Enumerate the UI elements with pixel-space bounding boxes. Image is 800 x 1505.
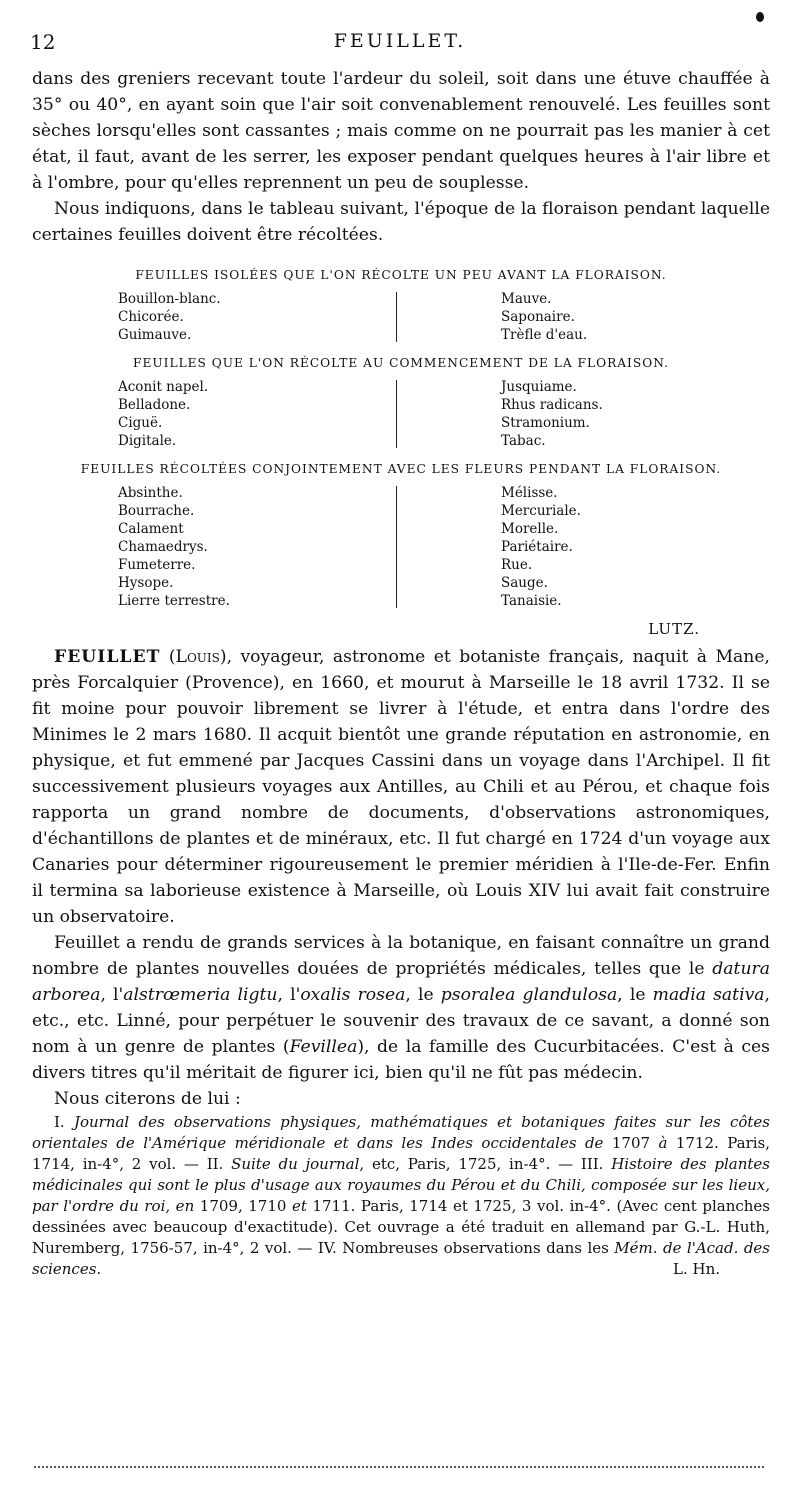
list-item: Ciguë. [118,415,163,431]
page-number: 12 [30,30,56,54]
text: . [96,1260,102,1278]
list-item: Hysope. [118,575,174,591]
table-2-right [401,378,770,450]
bottom-dotted-line [34,1466,764,1468]
list-item: Rue. [501,557,533,573]
plant-name: oxalis rosea [300,985,406,1005]
list-item: Pariétaire. [501,539,573,555]
list-item: Bourrache. [118,503,195,519]
text: , etc, Paris, 1725, in-4°. — III. [359,1155,612,1173]
running-title: FEUILLET. [333,30,467,52]
list-item: Tabac. [501,433,546,449]
table-3 [32,484,770,610]
list-item: Absinthe. [118,485,183,501]
column-divider [396,380,397,448]
text: 1711. Paris, 1714 et 1725, 3 vol. in-4°. (Avec cent planches dessinées avec beaucoup d'exactitude). Cet ouvrage a été traduit en allemand par G.-L. Huth, Nuremberg, 1756-57, in-4°, 2 vol. — IV. Nombreuses observations dans les [32,1197,771,1257]
list-item: Tanaisie. [501,593,562,609]
plant-name: alstrœmeria ligtu [123,985,278,1005]
table-3-left [32,484,401,610]
column-divider [396,486,397,608]
work-title: Mém. de l'Acad. des sciences [32,1239,770,1278]
list-item: Mauve. [501,291,552,307]
page-header [30,30,770,58]
text: 1707 [603,1134,659,1152]
text: Feuillet a rendu de grands services à la botanique, en faisant connaître un grand nombre de plantes nouvelles douées de propriétés médicales, telles que le [32,933,770,979]
list-item: Guimauve. [118,327,192,343]
text: 1709, 1710 [194,1197,292,1215]
list-item: Jusquiame. [501,379,577,395]
text: , le [405,985,441,1005]
text: et [291,1197,307,1215]
main-text [32,66,770,1280]
table-heading-1: FEUILLES ISOLÉES QUE L'ON RÉCOLTE UN PEU AVANT LA FLORAISON. [135,268,667,282]
list-item: Aconit napel. [118,379,209,395]
entry-name: FEUILLET [54,647,161,667]
list-item: Trèfle d'eau. [501,327,588,343]
plant-name: madia sativa [652,985,765,1005]
table-heading-3: FEUILLES RÉCOLTÉES CONJOINTEMENT AVEC LES FLEURS PENDANT LA FLORAISON. [80,462,722,476]
list-item: Chicorée. [118,309,184,325]
list-item: Sauge. [501,575,548,591]
list-item: Bouillon-blanc. [118,291,221,307]
list-item: Lierre terrestre. [118,593,230,609]
plant-name: datura arborea [32,959,770,1005]
list-item: Mercuriale. [501,503,581,519]
text: ), de la famille des Cucurbitacées. C'est à ces divers titres qu'il méritait de figurer ici, bien qu'il ne fût pas médecin. [32,1037,770,1083]
work-title: Journal des observations physiques, mathématiques et botaniques faites sur les côtes orientales de l'Amérique méridionale et dans les Indes occidentales de [32,1113,770,1152]
list-item: Fumeterre. [118,557,196,573]
harvest-tables [32,266,770,610]
intro-paragraph-2: Nous indiquons, dans le tableau suivant, l'époque de la floraison pendant laquelle certaines feuilles doivent être récoltées. [32,199,770,245]
text: , l' [277,985,301,1005]
table-heading-2: FEUILLES QUE L'ON RÉCOLTE AU COMMENCEMENT DE LA FLORAISON. [133,356,669,370]
list-item: Saponaire. [501,309,575,325]
text: 1712. Paris, 1714, in-4°, 2 vol. — II. [32,1134,771,1173]
plant-name: psoralea glandulosa [440,985,618,1005]
list-item: Morelle. [501,521,559,537]
signature-lutz: LUTZ. [648,620,700,638]
list-item: Digitale. [118,433,177,449]
bio-paragraph-1: FEUILLET (Louis), voyageur, astronome et botaniste français, naquit à Mane, près Forcalquier (Provence), en 1660, et mourut à Marseille le 18 avril 1732. Il se fit moine pour pouvoir librement se livrer à l'étude, et entra dans l'ordre des Minimes le 2 mars 1680. Il acquit bientôt une grande réputation en astronomie, en physique, et fut emmené par Jacques Cassini dans un voyage dans l'Archipel. Il fit successivement plusieurs voyages aux Antilles, au Chili et au Pérou, et chaque fois rapporta un grand nombre de documents, d'observations astronomiques, d'échantillons de plantes et de minéraux, etc. Il fut chargé en 1724 d'un voyage aux Canaries pour déterminer rigoureusement le premier méridien à l'Ile-de-Fer. Enfin il termina sa laborieuse existence à Marseille, où Louis XIV lui avait fait construire un observatoire. [32,647,770,927]
bio-text-1: , voyageur, astronome et botaniste français, naquit à Mane, près Forcalquier (Provence), en 1660, et mourut à Marseille le 18 avril 1732. Il se fit moine pour pouvoir librement se livrer à l'étude, et entra dans l'ordre des Minimes le 2 mars 1680. Il acquit bientôt une grande réputation en astronomie, en physique, et fut emmené par Jacques Cassini dans un voyage dans l'Archipel. Il fit successivement plusieurs voyages aux Antilles, au Chili et au Pérou, et chaque fois rapporta un grand nombre de documents, d'observations astronomiques, d'échantillons de plantes et de minéraux, etc. Il fut chargé en 1724 d'un voyage aux Canaries pour déterminer rigoureusement le premier méridien à l'Ile-de-Fer. Enfin il termina sa laborieuse existence à Marseille, où Louis XIV lui avait fait construire un observatoire. [32,647,770,927]
text: , etc., etc. Linné, pour perpétuer le souvenir des travaux de ce savant, a donné son nom à un genre de plantes ( [32,985,770,1057]
bio-paragraph-3: Nous citerons de lui : [54,1089,241,1109]
entry-first-name: Louis [175,647,220,667]
bibliography [32,1112,770,1280]
text: I. [54,1113,74,1131]
table-1 [32,290,770,344]
table-2 [32,378,770,450]
bibliography-text [32,1112,770,1280]
signature-l-hn: L. Hn. [672,1260,720,1278]
list-item: Belladone. [118,397,191,413]
text: , l' [100,985,124,1005]
list-item: Chamaedrys. [118,539,208,555]
table-1-left [32,290,401,344]
bio-paragraph-2 [32,930,770,1086]
list-item: Rhus radicans. [501,397,603,413]
text: à [658,1134,668,1152]
genus-name: Fevillea [289,1037,358,1057]
work-title: Suite du journal [231,1155,360,1173]
list-item: Stramonium. [501,415,590,431]
table-1-right [401,290,770,344]
work-title: Histoire des plantes médicinales qui sont le plus d'usage aux royaumes du Pérou et du Chili, composée sur les lieux, par l'ordre du roi, en [32,1155,770,1215]
table-3-right [401,484,770,610]
list-item: Calament [118,521,184,537]
text: , le [617,985,653,1005]
table-2-left [32,378,401,450]
column-divider [396,292,397,342]
list-item: Mélisse. [501,485,558,501]
ink-dot [756,12,764,22]
intro-paragraph-1: dans des greniers recevant toute l'ardeur du soleil, soit dans une étuve chauffée à 35° ou 40°, en ayant soin que l'air soit convenablement renouvelé. Les feuilles sont sèches lorsqu'elles sont cassantes ; mais comme on ne pourrait pas les manier à cet état, il faut, avant de les serrer, les exposer pendant quelques heures à l'air libre et à l'ombre, pour qu'elles reprennent un peu de souplesse. [32,69,770,193]
